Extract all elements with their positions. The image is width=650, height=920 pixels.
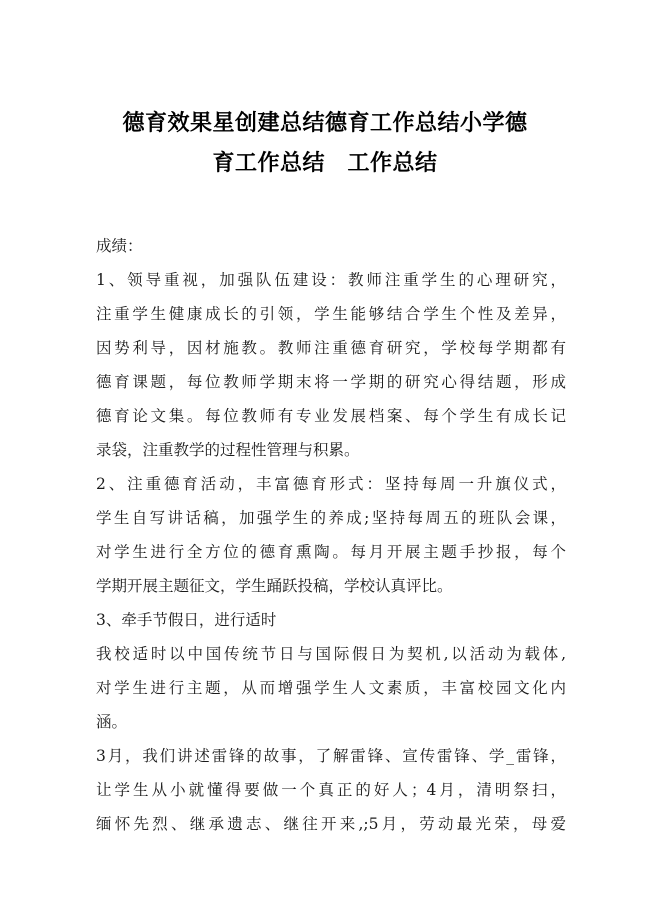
body-line: 对学生进行主题，从而增强学生人文素质，丰富校园文化内 xyxy=(96,679,566,697)
body-line: 3、牵手节假日，进行适时 xyxy=(96,611,277,629)
body-line: 因势利导，因材施教。教师注重德育研究，学校每学期都有 xyxy=(96,339,566,357)
body-line: 涵。 xyxy=(96,713,128,731)
body-line: 德育课题，每位教师学期末将一学期的研究心得结题，形成 xyxy=(96,373,566,391)
body-line: 我校适时以中国传统节日与国际假日为契机,以活动为载体, xyxy=(96,645,566,663)
document-title-line-1: 德育效果星创建总结德育工作总结小学德 xyxy=(122,111,528,136)
body-line: 学期开展主题征文，学生踊跃投稿，学校认真评比。 xyxy=(96,577,453,595)
body-line: 对学生进行全方位的德育熏陶。每月开展主题手抄报，每个 xyxy=(96,543,566,561)
body-line: 德育论文集。每位教师有专业发展档案、每个学生有成长记 xyxy=(96,407,566,425)
body-line: 注重学生健康成长的引领，学生能够结合学生个性及差异， xyxy=(96,305,566,323)
body-line: 学生自写讲话稿，加强学生的养成;坚持每周五的班队会课， xyxy=(96,509,566,527)
body-line: 缅怀先烈、继承遗志、继往开来,;5月，劳动最光荣，母爱 xyxy=(96,815,566,833)
body-line: 1、领导重视，加强队伍建设：教师注重学生的心理研究， xyxy=(96,271,566,289)
document-title-line-2: 育工作总结 工作总结 xyxy=(212,151,438,176)
body-line: 录袋，注重教学的过程性管理与积累。 xyxy=(96,441,360,459)
body-line: 2、注重德育活动，丰富德育形式：坚持每周一升旗仪式， xyxy=(96,475,566,493)
body-line: 让学生从小就懂得要做一个真正的好人；4月，清明祭扫， xyxy=(96,781,566,799)
body-line: 成绩： xyxy=(96,237,143,255)
body-line: 3月，我们讲述雷锋的故事，了解雷锋、宣传雷锋、学_雷锋， xyxy=(96,747,566,765)
